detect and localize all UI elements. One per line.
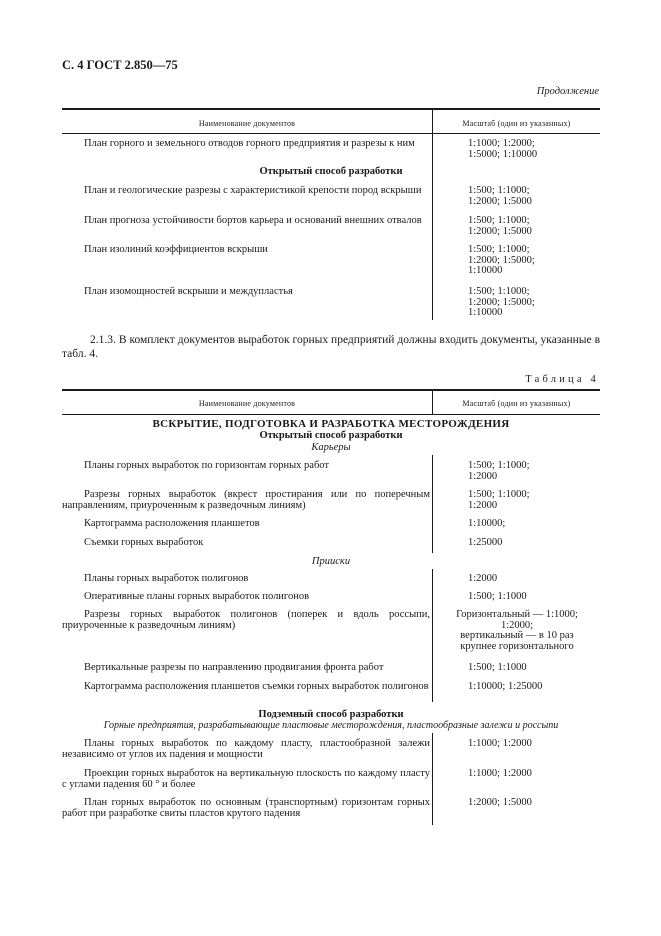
table4-placer-row-scale: 1:500; 1:1000 <box>468 662 527 673</box>
table4-header-scale: Масштаб (один из указанных) <box>462 399 571 408</box>
table1-open-row-name: План и геологические разрезы с характеристикой крепости пород вскрыши <box>84 185 422 196</box>
table1-open-row-scale: 1:500; 1:1000; 1:2000; 1:5000; 1:10000 <box>468 286 535 318</box>
table4-quarry-row-name: Планы горных выработок по горизонтам горных работ <box>84 460 329 471</box>
table4-quarry-row-name: Съемки горных выработок <box>84 537 204 548</box>
table4-placer-row-scale: 1:500; 1:1000 <box>468 591 527 602</box>
table4-quarry-row-scale: 1:25000 <box>468 537 503 548</box>
table4-placer-row-name: Оперативные планы горных выработок полигонов <box>84 591 310 602</box>
table1-open-row-name: План прогноза устойчивости бортов карьера и оснований внешних отвалов <box>84 215 422 226</box>
table4-quarry-row-scale: 1:10000; <box>468 518 506 529</box>
table1-open-row-scale: 1:500; 1:1000; 1:2000; 1:5000 <box>468 215 532 237</box>
table1-open-row-name: План изолиний коэффициентов вскрыши <box>84 244 268 255</box>
table4-sub-placers: Прииски <box>311 556 351 567</box>
table4-placer-row-scale: 1:2000 <box>468 573 498 584</box>
table1-open-row-scale: 1:500; 1:1000; 1:2000; 1:5000; 1:10000 <box>468 244 535 276</box>
table4-caption: Таблица 4 <box>525 374 599 385</box>
table4-column-divider-placers <box>432 569 433 702</box>
paragraph-2-1-3: 2.1.3. В комплект документов выработок горных предприятий должны входить документы, указанные в табл. 4. <box>62 334 600 360</box>
table4-header-name: Наименование документов <box>198 399 296 408</box>
table4-column-divider-underground <box>432 733 433 825</box>
table4-quarry-row-name: Разрезы горных выработок (вкрест простирания или по поперечным направлениям, приуроченным к разведочным линиям) <box>62 489 430 511</box>
table4-header-rule <box>62 414 600 415</box>
table4-underground-row-name: Проекции горных выработок на вертикальную плоскость по каждому пласту с углами падения 60 ° и более <box>62 768 430 790</box>
table1-header-name: Наименование документов <box>198 119 296 128</box>
page-header: С. 4 ГОСТ 2.850—75 <box>62 58 178 72</box>
table1-header-rule <box>62 133 600 134</box>
table4-quarry-row-scale: 1:500; 1:1000; 1:2000 <box>468 460 530 482</box>
continuation-label: Продолжение <box>536 86 599 97</box>
table4-placer-row-name: Картограмма расположения планшетов съемки горных выработок полигонов <box>84 681 429 692</box>
table4-placer-row-name: Планы горных выработок полигонов <box>84 573 249 584</box>
table1-row-scale: 1:1000; 1:2000; 1:5000; 1:10000 <box>468 138 538 160</box>
table1-open-row-name: План изомощностей вскрыши и междупластья <box>84 286 293 297</box>
table4-sub-underground: Горные предприятия, разрабатывающие пластовые месторождения, пластообразные залежи и россыпи <box>103 720 559 731</box>
table4-sub-quarries: Карьеры <box>311 442 351 453</box>
table1-open-row-scale: 1:500; 1:1000; 1:2000; 1:5000 <box>468 185 532 207</box>
table4-underground-section: Подземный способ разработки <box>258 709 404 720</box>
table4-underground-row-name: План горных выработок по основным (транспортным) горизонтам горных работ при разработке свиты пластов крутого падения <box>62 797 430 819</box>
table1-column-divider <box>432 108 433 320</box>
table4-underground-row-scale: 1:1000; 1:2000 <box>468 768 532 779</box>
table1-section-open: Открытый способ разработки <box>259 166 403 177</box>
table4-top-rule <box>62 389 600 391</box>
table4-placer-row-name: Вертикальные разрезы по направлению продвигания фронта работ <box>84 662 384 673</box>
table4-column-divider-quarries <box>432 455 433 553</box>
table4-quarry-row-name: Картограмма расположения планшетов <box>84 518 260 529</box>
table4-quarry-row-scale: 1:500; 1:1000; 1:2000 <box>468 489 530 511</box>
table4-main-section: ВСКРЫТИЕ, ПОДГОТОВКА И РАЗРАБОТКА МЕСТОРОЖДЕНИЯ <box>152 418 510 430</box>
table1-header-scale: Масштаб (один из указанных) <box>462 119 571 128</box>
table4-open-section: Открытый способ разработки <box>259 430 403 441</box>
table4-header-divider <box>432 389 433 414</box>
table4-placer-row-scale: 1:10000; 1:25000 <box>468 681 543 692</box>
table4-underground-row-scale: 1:1000; 1:2000 <box>468 738 532 749</box>
table4-placer-row-name: Разрезы горных выработок полигонов (поперек и вдоль россыпи, приуроченные к разведочным линиям) <box>62 609 430 631</box>
table4-underground-row-name: Планы горных выработок по каждому пласту, пластообразной залежи независимо от углов их падения и мощности <box>62 738 430 760</box>
table4-underground-row-scale: 1:2000; 1:5000 <box>468 797 532 808</box>
table4-placer-row-scale: Горизонтальный — 1:1000; 1:2000; вертикальный — в 10 раз крупнее горизонтального <box>456 609 578 652</box>
table1-row-name: План горного и земельного отводов горного предприятия и разрезы к ним <box>84 138 415 149</box>
table1-top-rule <box>62 108 600 110</box>
